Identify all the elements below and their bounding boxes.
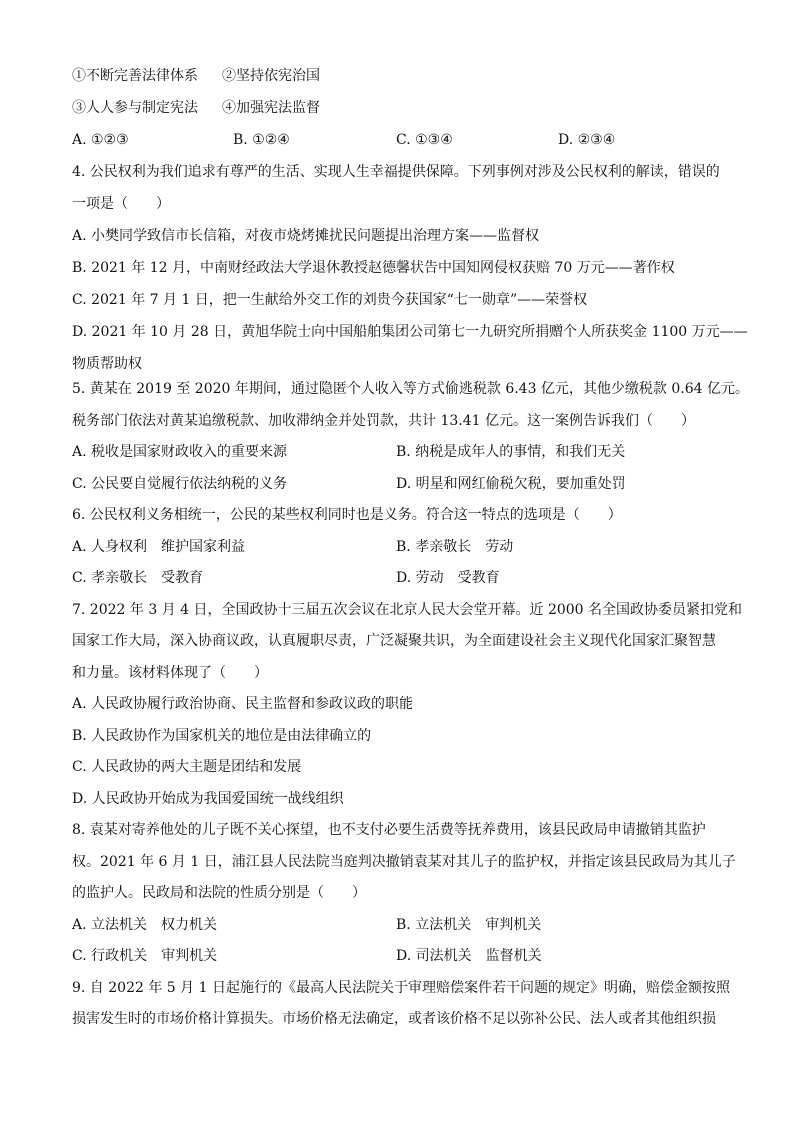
q7-option-d: D. 人民政协开始成为我国爱国统一战线组织 — [72, 791, 344, 807]
q5-option-d: D. 明星和网红偷税欠税，要加重处罚 — [396, 476, 626, 492]
q7-option-b: B. 人民政协作为国家机关的地位是由法律确立的 — [72, 728, 372, 744]
q3-option-d: D. ②③④ — [558, 132, 616, 148]
q3-item-1: ①不断完善法律体系 — [72, 68, 198, 84]
q7-option-a: A. 人民政协履行政治协商、民主监督和参政议政的职能 — [72, 696, 414, 712]
q7-stem-line-3: 和力量。该材料体现了（ ） — [72, 665, 268, 681]
q5-options-row-1 — [72, 442, 732, 462]
q3-option-c: C. ①③④ — [396, 132, 453, 148]
q6-option-a: A. 人身权利 维护国家利益 — [72, 539, 246, 555]
q4-option-b: B. 2021 年 12 月，中南财经政法大学退休教授赵德馨状告中国知网侵权获赔 70 万元——著作权 — [72, 260, 675, 276]
q8-options-row-1 — [72, 915, 732, 935]
q3-items-line-2 — [72, 98, 732, 118]
q3-options — [72, 130, 732, 150]
q3-item-2: ②坚持依宪治国 — [222, 68, 320, 84]
q8-option-d: D. 司法机关 监督机关 — [396, 948, 542, 964]
q3-item-4: ④加强宪法监督 — [222, 100, 320, 116]
q8-stem-line-3: 的监护人。民政局和法院的性质分别是（ ） — [72, 885, 366, 901]
q4-stem-line-1: 4. 公民权利为我们追求有尊严的生活、实现人生幸福提供保障。下列事例对涉及公民权利的解读，错误的 — [72, 164, 720, 180]
q6-stem: 6. 公民权利义务相统一，公民的某些权利同时也是义务。符合这一特点的选项是（ ） — [72, 507, 622, 523]
q8-options-row-2 — [72, 946, 732, 966]
q5-options-row-2 — [72, 474, 732, 494]
q7-stem-line-1: 7. 2022 年 3 月 4 日，全国政协十三届五次会议在北京人民大会堂开幕。近 2000 名全国政协委员紧扣党和 — [72, 602, 743, 618]
q8-option-b: B. 立法机关 审判机关 — [396, 917, 542, 933]
q9-stem-line-2: 损害发生时的市场价格计算损失。市场价格无法确定，或者该价格不足以弥补公民、法人或者其他组织损 — [72, 1011, 716, 1027]
q7-option-c: C. 人民政协的两大主题是团结和发展 — [72, 759, 302, 775]
q5-stem-line-2: 税务部门依法对黄某追缴税款、加收滞纳金并处罚款，共计 13.41 亿元。这一案例告诉我们（ ） — [72, 413, 695, 429]
q6-option-d: D. 劳动 受教育 — [396, 570, 500, 586]
q6-option-c: C. 孝亲敬长 受教育 — [72, 570, 204, 586]
q4-option-c: C. 2021 年 7 月 1 日，把一生献给外交工作的刘贵今获国家“七一勋章”——荣誉权 — [72, 292, 588, 308]
q8-stem-line-1: 8. 袁某对寄养他处的儿子既不关心探望，也不支付必要生活费等抚养费用，该县民政局申请撤销其监护 — [72, 822, 706, 838]
q9-stem-line-1: 9. 自 2022 年 5 月 1 日起施行的《最高人民法院关于审理赔偿案件若干问题的规定》明确，赔偿金额按照 — [72, 980, 730, 996]
q8-option-a: A. 立法机关 权力机关 — [72, 917, 218, 933]
q6-options-row-1 — [72, 537, 732, 557]
q5-stem-line-1: 5. 黄某在 2019 至 2020 年期间，通过隐匿个人收入等方式偷逃税款 6.43 亿元，其他少缴税款 0.64 亿元。 — [72, 381, 750, 397]
q4-option-d: D. 2021 年 10 月 28 日，黄旭华院士向中国船舶集团公司第七一九研究所捐赠个人所获奖金 1100 万元—— — [72, 324, 748, 340]
q3-item-3: ③人人参与制定宪法 — [72, 100, 198, 116]
q5-option-b: B. 纳税是成年人的事情，和我们无关 — [396, 444, 626, 460]
q8-option-c: C. 行政机关 审判机关 — [72, 948, 218, 964]
q6-option-b: B. 孝亲敬长 劳动 — [396, 539, 514, 555]
q4-stem-line-2: 一项是（ ） — [72, 196, 170, 212]
q3-items-line-1 — [72, 66, 732, 86]
q4-option-d-continued: 物质帮助权 — [72, 356, 142, 372]
q5-option-a: A. 税收是国家财政收入的重要来源 — [72, 444, 288, 460]
q5-option-c: C. 公民要自觉履行依法纳税的义务 — [72, 476, 288, 492]
q4-option-a: A. 小樊同学致信市长信箱，对夜市烧烤摊扰民问题提出治理方案——监督权 — [72, 228, 540, 244]
q3-option-b: B. ①②④ — [233, 132, 290, 148]
q7-stem-line-2: 国家工作大局，深入协商议政，认真履职尽责，广泛凝聚共识，为全面建设社会主义现代化国家汇聚智慧 — [72, 633, 716, 649]
q3-option-a: A. ①②③ — [72, 132, 129, 148]
q6-options-row-2 — [72, 568, 732, 588]
q8-stem-line-2: 权。2021 年 6 月 1 日，浦江县人民法院当庭判决撤销袁某对其儿子的监护权，并指定该县民政局为其儿子 — [72, 854, 736, 870]
